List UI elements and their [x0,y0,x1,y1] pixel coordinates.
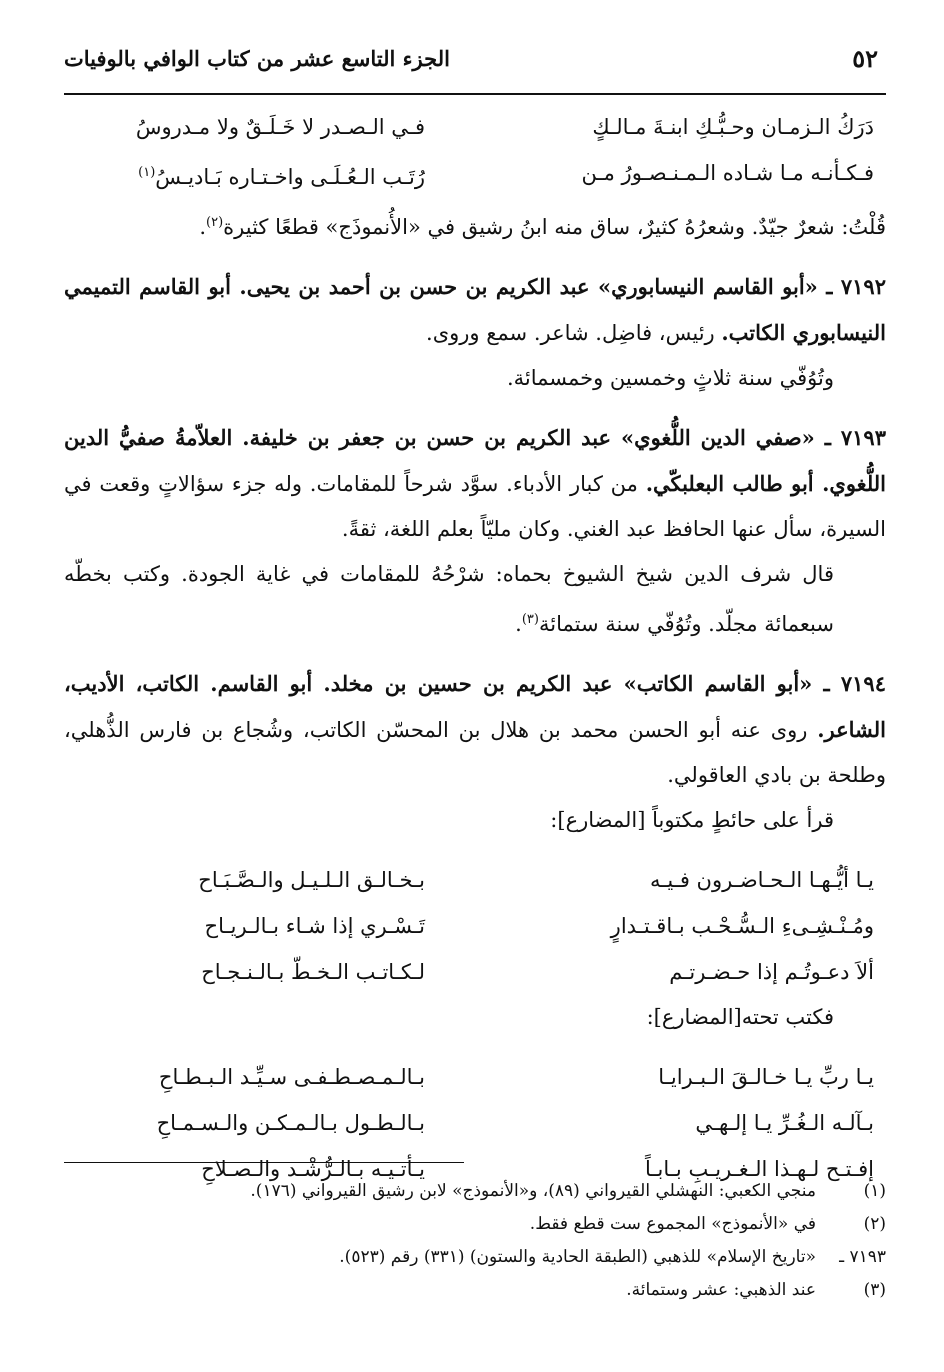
poem-verse [64,104,886,150]
verse-second-hemistich: بـالـمـصـطـفـى سـيِّـد الـبـطـاحِ [158,1065,425,1089]
entry-text: من كبار الأدباء. سوَّد شرحاً للمقامات. وله جزء سؤالاتٍ وقعت في السيرة، سأل عنها الحافظ عبد الغني. وكان مليّاً بعلم اللغة، ثقةً. [64,472,886,541]
page-number: ٥٢ [852,44,878,73]
entry-7193 [64,415,886,552]
header-divider [64,93,886,95]
verse-second-hemistich: لـكـاتـب الـخـطّ بـالـنـجـاح [201,960,425,984]
verse-first-hemistich: فـكـأنـه مـا شـاده الـمـنـصـورُ مـن [581,161,874,185]
poem-intro: قرأ على حائطٍ مكتوباً [المضارع]: [550,808,834,832]
entry-7194 [64,661,886,798]
footnote [64,1208,886,1241]
entry-heading: ٧١٩٢ ـ «أبو القاسم النيسابوري» عبد الكريم بن حسن بن أحمد بن يحيى. أبو القاسم التميمي النيسابوري الكاتب. [64,274,886,345]
poem-block-3 [64,1054,886,1192]
footnote-ref: (١) [138,165,156,180]
entry-paragraph: وتُوُفّي سنة ثلاثٍ وخمسين وخمسمائة. [506,366,834,390]
verse-text: رُتَـب الـعُـلَـى واخـتـاره بَـاديـسُ [155,165,425,189]
footnote-marker: ٧١٩٣ ـ [839,1247,886,1267]
verse-first-hemistich: إفـتـح لـهـذا الـغـريـبِ بـابـاً [644,1157,874,1181]
footnote-marker: (٣) [863,1280,886,1300]
verse-second-hemistich [64,150,475,200]
poem-verse [64,1054,886,1100]
footnote-ref: (٢) [206,215,224,230]
verse-first-hemistich: ومُـنْـشِـىءِ الـسُّـحْـب بـاقـتـدارٍ [610,914,874,938]
footnote-text: في «الأنموذج» المجموع ست قطع فقط. [529,1214,816,1234]
running-title: الجزء التاسع عشر من كتاب الوافي بالوفيات [64,46,450,71]
verse-first-hemistich: يـا ربِّ يـا خـالـقَ الـبـرايـا [658,1065,874,1089]
footnotes [64,1175,886,1307]
footnote-text: منجي الكعبي: النهشلي القيرواني (٨٩)، و«الأنموذج» لابن رشيق القيرواني (١٧٦). [250,1181,816,1201]
verse-second-hemistich: بـخـالـق الـلـيـل والـصَّـبَـاح [198,868,425,892]
verse-second-hemistich: تَـسْـري إذا شـاء بـالـريـاح [204,914,425,938]
footnote-text: «تاريخ الإسلام» للذهبي (الطبقة الحادية والستون) (٣٣١) رقم (٥٢٣). [339,1247,816,1267]
footnote-ref: (٣) [521,612,539,627]
verse-first-hemistich: ألاَ دعـوتُـم إذا حـضـرتـم [669,960,874,984]
entry-text: رئيس، فاضِل. شاعر. سمع وروى. [426,321,722,345]
poem-verse [64,1100,886,1146]
verse-second-hemistich: فـي الـصـدر لا خَـلَـقٌ ولا مـدروسُ [135,115,425,139]
poem-intro: فكتب تحته[المضارع]: [646,1005,834,1029]
poem-verse [64,903,886,949]
footnote-text: عند الذهبي: عشر وستمائة. [626,1280,816,1300]
poem-verse [64,150,886,200]
entry-7192 [64,264,886,356]
footnote [64,1274,886,1307]
entry-text: روى عنه أبو الحسن محمد بن هلال بن المحسّن الكاتب، وشُجاع بن فارس الذُّهلي، وطلحة بن بادي العاقولي. [64,718,886,787]
footnote [64,1175,886,1208]
footnote [64,1241,886,1274]
footnote-marker: (١) [863,1181,886,1201]
entry-paragraph: قال شرف الدين شيخ الشيوخ بحماه: شرْحُهُ للمقامات في غاية الجودة. وكتب بخطّه سبعمائة مجلّد. وتُوُفّي سنة ستمائة$^{(٣)}$. [64,562,834,636]
poem-verse [64,857,886,903]
poem-verse [64,949,886,995]
entry-heading: ٧١٩٤ ـ «أبو القاسم الكاتب» عبد الكريم بن حسين بن مخلد. أبو القاسم. الكاتب، الأديب، الشاعر. [64,671,886,742]
comment-text: قُلْتُ: شعرٌ جيّدٌ. وشعرُهُ كثيرٌ، ساق منه ابنُ رشيق في «الأُنموذَج» قطعًا كثيرة [223,215,886,239]
verse-first-hemistich: دَرَكُ الـزمـان وحـبُّـكِ ابنـةَ مـالـكٍ [592,115,874,139]
page-header [64,38,886,78]
comment-paragraph: قُلْتُ: شعرٌ جيّدٌ. وشعرُهُ كثيرٌ، ساق منه ابنُ رشيق في «الأُنموذَج» قطعًا كثيرة$^{(٢)}$. [199,215,886,239]
verse-first-hemistich: بـآلـه الـغُـرِّ يـا إلـهـي [695,1111,874,1135]
page-body [64,104,886,1192]
footnote-marker: (٢) [863,1214,886,1234]
verse-first-hemistich: يـا أيُّـهـا الـحـاضـرون فـيـه [649,868,874,892]
poem-block-1 [64,104,886,200]
verse-second-hemistich: بـالـطـول بـالـمـكـن والـسـمـاحِ [156,1111,425,1135]
poem-block-2 [64,857,886,995]
entry-heading: ٧١٩٣ ـ «صفي الدين اللُّغوي» عبد الكريم بن حسن بن جعفر بن خليفة. العلاّمةُ صفيُّ الدين اللُّغوي. أبو طالب البعلبكّي. [64,425,886,496]
footnote-divider [64,1162,464,1163]
verse-second-hemistich: يـأتـيـه بـالـرُّشْـد والـصـلاحِ [201,1157,425,1181]
